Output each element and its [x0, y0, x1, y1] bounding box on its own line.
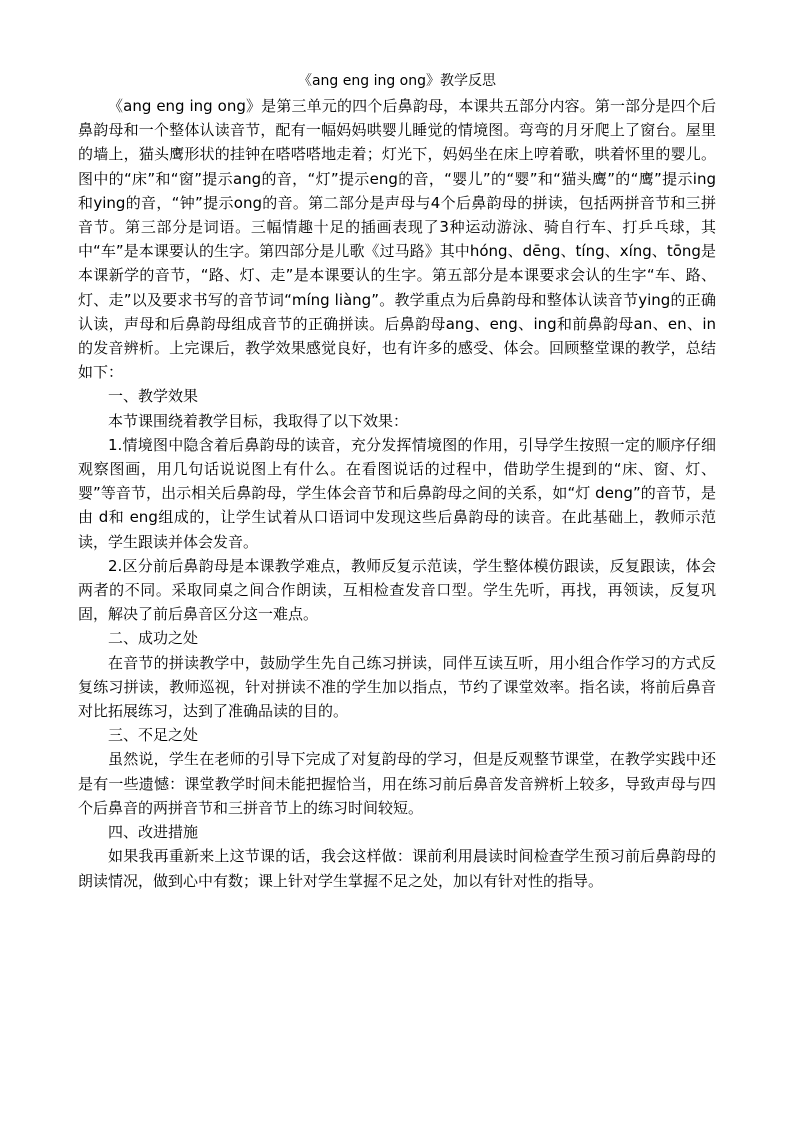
section-improvements: [78, 820, 716, 893]
section-successes: [78, 626, 716, 723]
section-heading: 三、不足之处: [108, 726, 199, 745]
section-paragraph: 本节课围绕着教学目标，我取得了以下效果：: [108, 411, 409, 430]
section-heading: 一、教学效果: [108, 387, 199, 406]
section-paragraph: 2.区分前后鼻韵母是本课教学难点，教师反复示范读，学生整体模仿跟读，反复跟读，体会两者的不同。采取同桌之间合作朗读，互相检查发音口型。学生先听，再找，再领读，反复巩固，解决了前后鼻音区分这一难点。: [78, 556, 716, 624]
intro-paragraph: 《ang eng ing ong》是第三单元的四个后鼻韵母，本课共五部分内容。第一部分是四个后鼻韵母和一个整体认读音节，配有一幅妈妈哄婴儿睡觉的情境图。弯弯的月牙爬上了窗台。屋里的墙上，猫头鹰形状的挂钟在嗒嗒嗒地走着；灯光下，妈妈坐在床上哼着歌，哄着怀里的婴儿。图中的“床”和“窗”提示ang的音，“灯”提示eng的音，“婴儿”的“婴”和“猫头鹰”的“鹰”提示ing和ying的音，“钟”提示ong的音。第二部分是声母与4个后鼻韵母的拼读，包括两拼音节和三拼音节。第三部分是词语。三幅情趣十足的插画表现了3种运动游泳、骑自行车、打乒乓球，其中“车”是本课要认的生字。第四部分是儿歌《过马路》其中hóng、dēng、tíng、xíng、tōng是本课新学的音节，“路、灯、走”是本课要认的生字。第五部分是本课要求会认的生字“车、路、灯、走”以及要求书写的音节词“míng liàng”。教学重点为后鼻韵母和整体认读音节ying的正确认读，声母和后鼻韵母组成音节的正确拼读。后鼻韵母ang、eng、ing和前鼻韵母an、en、in的发音辨析。上完课后，教学效果感觉良好，也有许多的感受、体会。回顾整堂课的教学，总结如下：: [78, 97, 716, 382]
document-title: 《ang eng ing ong》教学反思: [297, 73, 497, 89]
section-paragraph: 在音节的拼读教学中，鼓励学生先自己练习拼读，同伴互读互听，用小组合作学习的方式反复练习拼读，教师巡视，针对拼读不准的学生加以指点，节约了课堂效率。指名读，将前后鼻音对比拓展练习，达到了准确品读的目的。: [78, 653, 716, 721]
section-paragraph: 虽然说，学生在老师的引导下完成了对复韵母的学习，但是反观整节课堂，在教学实践中还是有一些遗憾：课堂教学时间未能把握恰当，用在练习前后鼻音发音辨析上较多，导致声母与四个后鼻音的两拼音节和三拼音节上的练习时间较短。: [78, 750, 716, 817]
section-heading: 二、成功之处: [108, 629, 199, 648]
document-page: [78, 70, 716, 893]
section-heading: 四、改进措施: [108, 823, 199, 842]
section-shortcomings: [78, 723, 716, 820]
section-teaching-effect: [78, 384, 716, 626]
section-paragraph: 如果我再重新来上这节课的话，我会这样做：课前利用晨读时间检查学生预习前后鼻韵母的朗读情况，做到心中有数；课上针对学生掌握不足之处，加以有针对性的指导。: [78, 847, 716, 890]
section-paragraph: 1.情境图中隐含着后鼻韵母的读音，充分发挥情境图的作用，引导学生按照一定的顺序仔细观察图画，用几句话说说图上有什么。在看图说话的过程中，借助学生提到的“床、窗、灯、婴”等音节，出示相关后鼻韵母，学生体会音节和后鼻韵母之间的关系，如“灯 deng”的音节，是由 d和 eng组成的，让学生试着从口语词中发现这些后鼻韵母的读音。在此基础上，教师示范读，学生跟读并体会发音。: [78, 435, 716, 551]
